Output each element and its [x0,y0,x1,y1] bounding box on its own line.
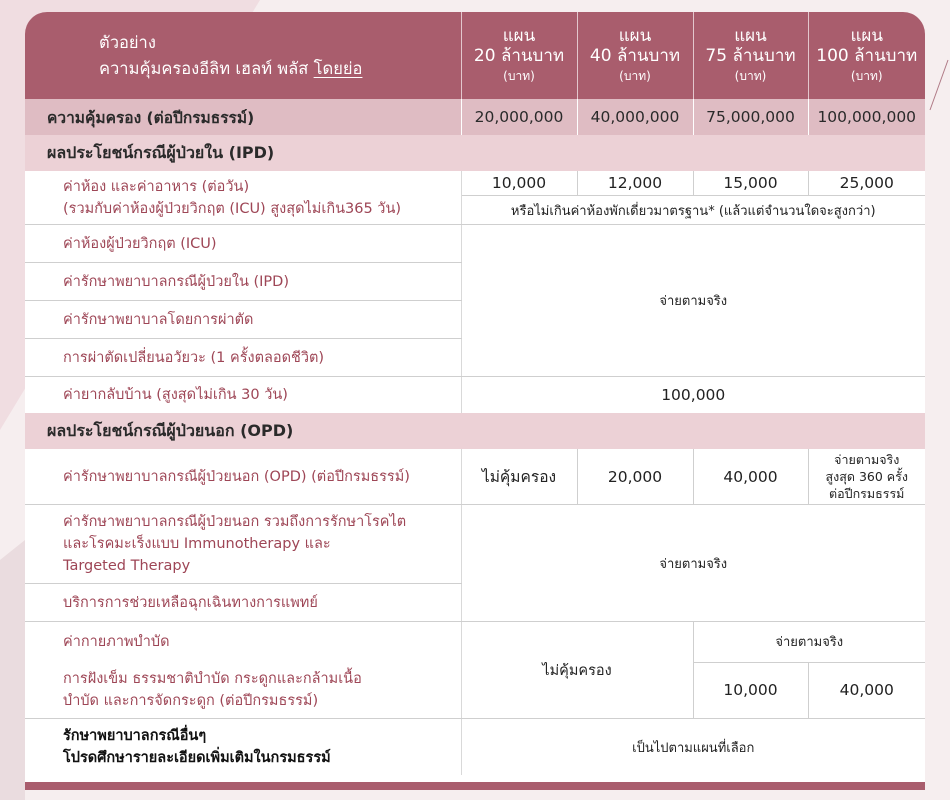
physio-not-covered: ไม่คุ้มครอง [461,622,693,719]
coverage-value: 20,000,000 [461,99,577,135]
coverage-row [25,99,925,135]
title-line-2: ความคุ้มครองอีลิท เฮลท์ พลัส [99,58,309,78]
surgery-label: ค่ารักษาพยาบาลโดยการผ่าตัด [25,301,461,339]
opd-section-header [25,413,925,449]
room-note: หรือไม่เกินค่าห้องพักเดี่ยวมาตรฐาน* (แล้วแต่จำนวนใดจะสูงกว่า) [461,196,925,225]
acupuncture-value: 10,000 [693,662,808,719]
opd-value: ไม่คุ้มครอง [461,449,577,505]
other-label: รักษาพยาบาลกรณีอื่นๆ โปรดศึกษารายละเอียดเพิ่มเติมในกรมธรรม์ [25,719,461,776]
coverage-value: 75,000,000 [693,99,808,135]
room-value: 25,000 [808,171,925,196]
plan-75m-header: แผน 75 ล้านบาท (บาท) [693,12,808,99]
ipd-section-title: ผลประโยชน์กรณีผู้ป่วยใน (IPD) [25,135,925,171]
home-med-row [25,377,925,414]
coverage-value: 100,000,000 [808,99,925,135]
ipd-section-header [25,135,925,171]
icu-row [25,225,925,263]
physio-value: จ่ายตามจริง [693,622,925,663]
kidney-cancer-row [25,505,925,584]
plan-40m-header: แผน 40 ล้านบาท (บาท) [577,12,693,99]
other-value: เป็นไปตามแผนที่เลือก [632,740,755,756]
table-title [25,12,461,99]
room-row [25,171,925,196]
opd-actual-paid: จ่ายตามจริง [461,505,925,622]
opd-value-unlimited: จ่ายตามจริง สูงสุด 360 ครั้ง ต่อปีกรมธรรม์ [808,449,925,505]
footer-bar [25,782,925,790]
title-underlined: โดยย่อ [313,58,363,78]
opd-row [25,449,925,505]
room-value: 15,000 [693,171,808,196]
ipd-actual-paid: จ่ายตามจริง [461,225,925,377]
plan-100m-header: แผน 100 ล้านบาท (บาท) [808,12,925,99]
plan-20m-header: แผน 20 ล้านบาท (บาท) [461,12,577,99]
acupuncture-label: การฝังเข็ม ธรรมชาติบำบัด กระดูกและกล้ามเนื้อ บำบัด และการจัดกระดูก (ต่อปีกรมธรรม์) [25,662,461,719]
physio-row [25,622,925,663]
home-med-value: 100,000 [661,386,726,404]
emergency-label: บริการการช่วยเหลือฉุกเฉินทางการแพทย์ [25,584,461,622]
table-header [25,12,925,99]
home-med-label: ค่ายากลับบ้าน (สูงสุดไม่เกิน 30 วัน) [25,377,461,414]
opd-value: 20,000 [577,449,693,505]
coverage-summary-card [25,12,925,790]
coverage-table [25,12,925,775]
kidney-cancer-label: ค่ารักษาพยาบาลกรณีผู้ป่วยนอก รวมถึงการรักษาโรคไต และโรคมะเร็งแบบ Immunotherapy และ Targeted Therapy [25,505,461,584]
room-label: ค่าห้อง และค่าอาหาร (ต่อวัน) (รวมกับค่าห้องผู้ป่วยวิกฤต (ICU) สูงสุดไม่เกิน365 วัน) [25,171,461,225]
opd-label: ค่ารักษาพยาบาลกรณีผู้ป่วยนอก (OPD) (ต่อปีกรมธรรม์) [25,449,461,505]
other-row [25,719,925,776]
icu-label: ค่าห้องผู้ป่วยวิกฤต (ICU) [25,225,461,263]
room-value: 12,000 [577,171,693,196]
room-value: 10,000 [461,171,577,196]
transplant-label: การผ่าตัดเปลี่ยนอวัยวะ (1 ครั้งตลอดชีวิต) [25,339,461,377]
opd-section-title: ผลประโยชน์กรณีผู้ป่วยนอก (OPD) [25,413,925,449]
ipd-treatment-label: ค่ารักษาพยาบาลกรณีผู้ป่วยใน (IPD) [25,263,461,301]
title-line-1: ตัวอย่าง [99,32,156,52]
physio-label: ค่ากายภาพบำบัด [25,622,461,663]
coverage-value: 40,000,000 [577,99,693,135]
acupuncture-value: 40,000 [808,662,925,719]
coverage-label: ความคุ้มครอง (ต่อปีกรมธรรม์) [25,99,461,135]
opd-value: 40,000 [693,449,808,505]
